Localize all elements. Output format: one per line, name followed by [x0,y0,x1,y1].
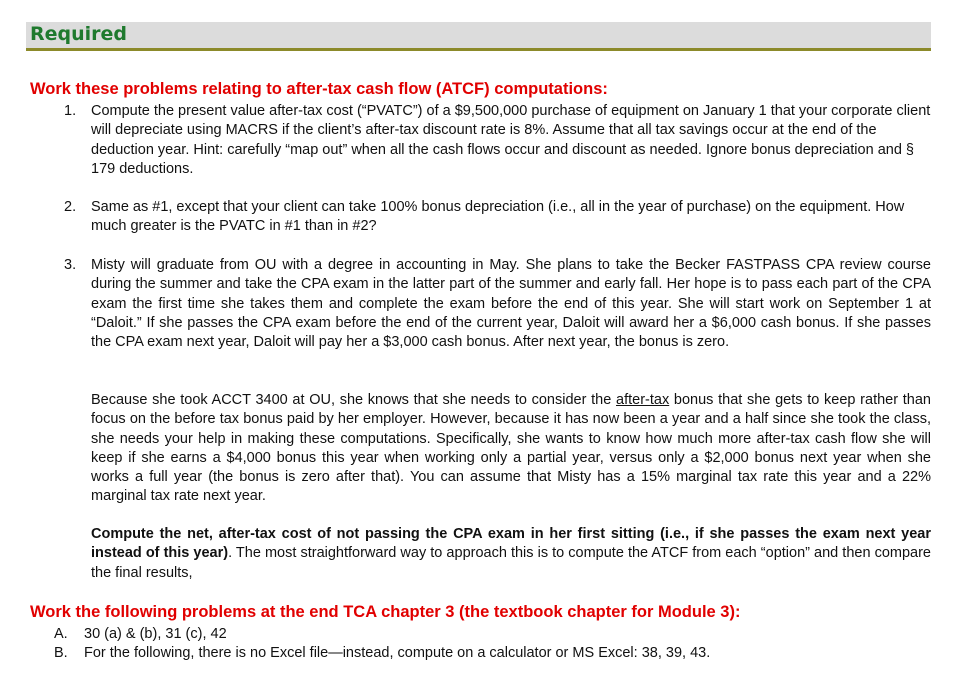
required-header-bar [26,22,931,51]
item-2-number: 2. [64,199,77,215]
item-3-paragraph-3 [91,525,931,583]
section2-heading: Work the following problems at the end TCA chapter 3 (the textbook chapter for Module 3): [30,603,741,621]
item-1-number: 1. [64,103,77,119]
item-3-number: 3. [64,257,77,273]
item-2-text: Same as #1, except that your client can take 100% bonus depreciation (i.e., all in the year of purchase) on the equipment. How much greater is the PVATC in #1 than in #2? [91,199,905,235]
after-tax-underlined: after-tax [616,392,670,408]
item-3-paragraph-2 [91,391,931,507]
item-3-p3-rest: . The most straightforward way to approach this is to compute the ATCF from each “option” and then compare the final results, [91,545,931,581]
list-item-b-text: For the following, there is no Excel file—instead, compute on a calculator or MS Excel: 38, 39, 43. [84,645,711,661]
item-3-paragraph-1: Misty will graduate from OU with a degree in accounting in May. She plans to take the Becker FASTPASS CPA review course during the summer and take the CPA exam in the latter part of the summer and early fall. Her hope is to pass each part of the CPA exam the first time she takes them and complete the exam before the end of this year. She will start work on September 1 at “Daloit.” If she passes the CPA exam before the end of the current year, Daloit will award her a $6,000 cash bonus. If she passes the CPA exam next year, Daloit will pay her a $3,000 cash bonus. After next year, the bonus is zero. [91,257,931,351]
item-3-p2-before: Because she took ACCT 3400 at OU, she knows that she needs to consider the [91,392,617,408]
list-item-b-letter: B. [54,645,68,661]
section1-heading: Work these problems relating to after-tax cash flow (ATCF) computations: [30,80,608,98]
item-3-p3-bold: Compute the net, after-tax cost of not passing the CPA exam in her first sitting (i.e., if she passes the exam next year instead of this year) [91,526,931,562]
item-1-text: Compute the present value after-tax cost (“PVATC”) of a $9,500,000 purchase of equipment on January 1 that your corporate client will depreciate using MACRS if the client’s after-tax discount rate is 8%. Assume that all tax savings occur at the end of the deduction year. Hint: carefully “map out” when all the cash flows occur and discount as needed. Ignore bonus depreciation and § 179 deductions. [91,103,931,177]
list-item-a [54,625,227,644]
list-item-b [54,644,710,663]
list-item-a-text: 30 (a) & (b), 31 (c), 42 [84,626,227,642]
item-3-p2-after: bonus that she gets to keep rather than focus on the before tax bonus paid by her employer. However, because it has now been a year and a half since she took the class, she needs your help in making these computations. Specifically, she wants to know how much more after-tax cash flow she will keep if she earns a $4,000 bonus this year when working only a partial year, versus only a $2,000 bonus next year when she works a full year (the bonus is zero after that). You can assume that Misty has a 15% marginal tax rate this year and a 22% marginal tax rate next year. [91,392,931,505]
required-title: Required [30,23,128,45]
list-item-a-letter: A. [54,626,68,642]
